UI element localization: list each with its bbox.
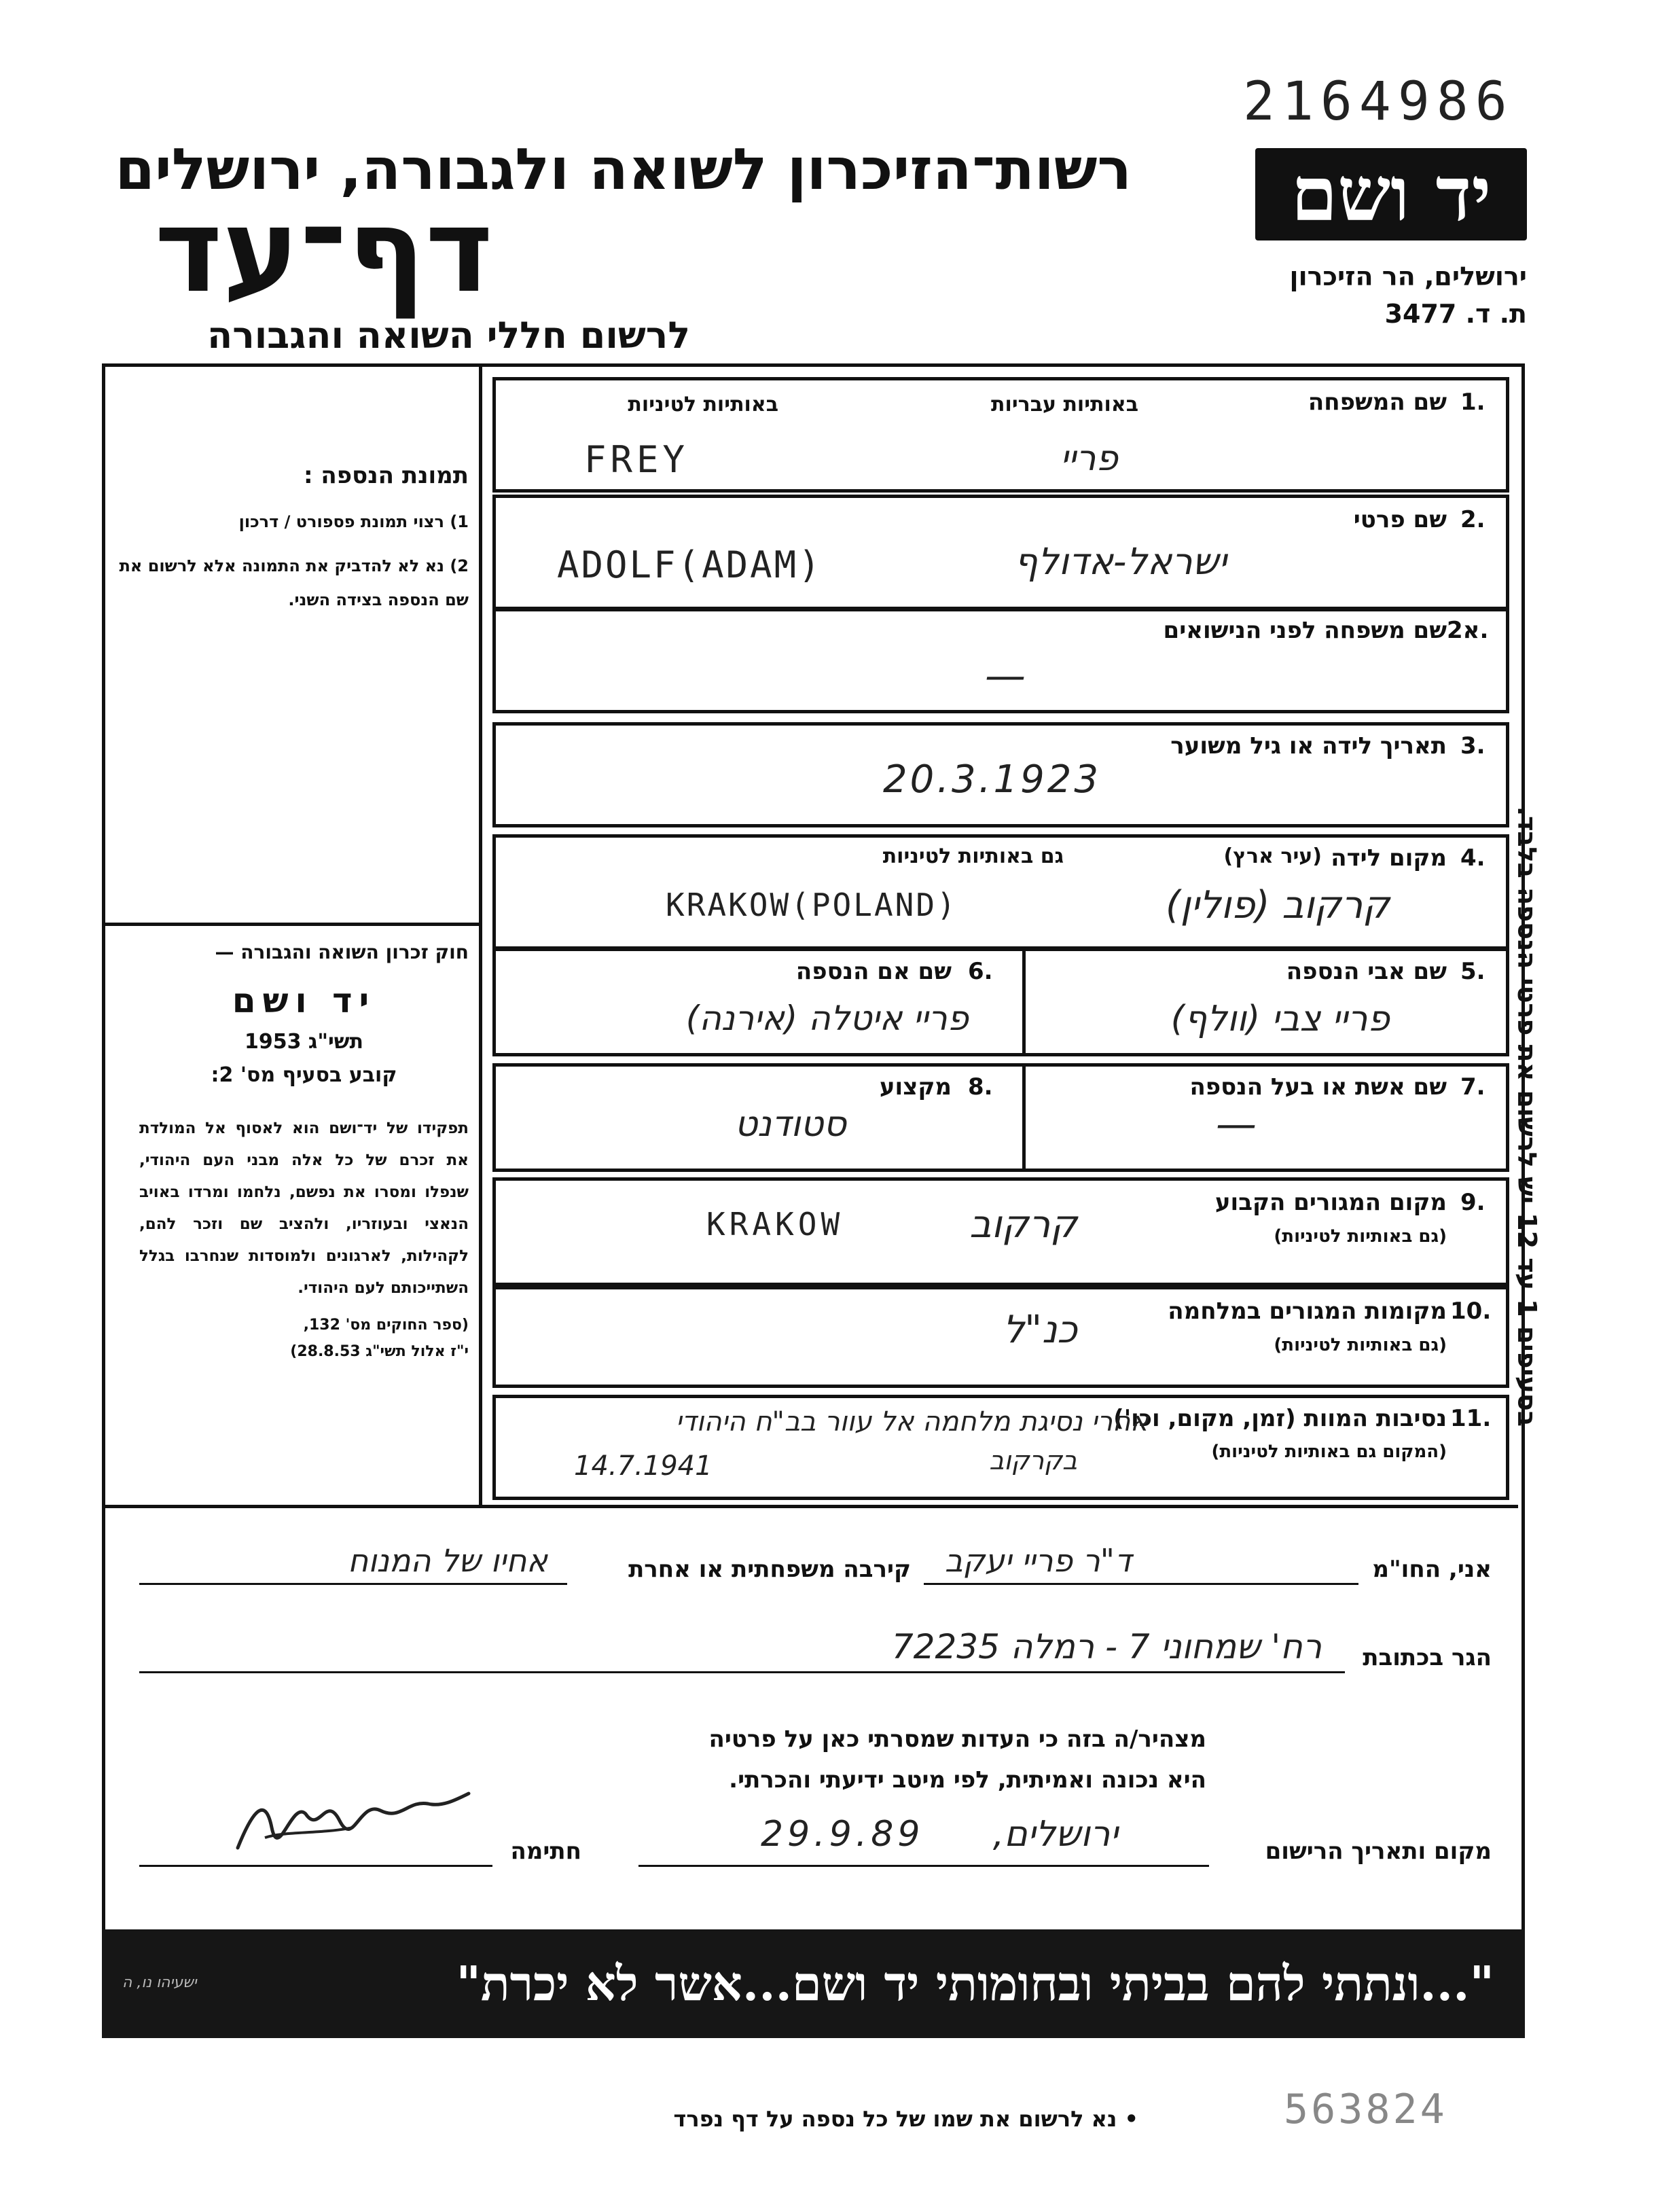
photo-box-title: תמונת הנספה : bbox=[304, 462, 469, 489]
footer-note: • נא לרשום את שמו של כל נספה על דף נפרד bbox=[673, 2106, 1138, 2132]
photo-note-1: 1) רצוי תמונת פספורט / דרכון bbox=[238, 512, 469, 531]
left-column-divider bbox=[479, 367, 482, 1508]
law-body: תפקידו של יד־ושם הוא לאסוף אל המולדת את זכרם של כל אלה מבני העם היהודי, שנפלו ומסרו את נפשם, נלחמו ומרדו באויב הנאצי ובעוזריו, ולהציב שם וזכר להם, לקהילות, לארגונים ולמוסדות שנחרבו בגלל השתייכותם לעם היהודי. bbox=[139, 1120, 469, 1297]
field-2a-label: שם משפחה לפני הנישואים bbox=[1163, 617, 1447, 644]
field-10-label: מקומות המגורים במלחמה bbox=[1168, 1298, 1447, 1325]
side-note: בסעיפים 1 עד 12 יש לרשום את פרטי הנספה בלבד. bbox=[1512, 806, 1542, 1427]
field-2a-value[interactable]: — bbox=[985, 652, 1026, 700]
law-clause: קובע בסעיף מס' 2: bbox=[211, 1063, 397, 1087]
law-title: חוק זכרון השואה והגבורה — bbox=[215, 941, 469, 963]
field-9-value-latin[interactable]: KRAKOW bbox=[706, 1206, 844, 1243]
yad-vashem-logo bbox=[1255, 148, 1527, 240]
field-11-value-line-2[interactable]: בקרקוב bbox=[989, 1446, 1077, 1476]
form-title: דף־עד bbox=[154, 184, 493, 319]
field-5-6-divider bbox=[1022, 948, 1026, 1053]
field-4-value-hebrew[interactable]: קרקוב (פולין) bbox=[1165, 883, 1390, 927]
law-year: תשי"ג 1953 bbox=[244, 1030, 364, 1054]
field-2-label: שם פרטי bbox=[1353, 506, 1447, 533]
field-5-number: 5. bbox=[1460, 958, 1485, 985]
field-11-value-date[interactable]: 14.7.1941 bbox=[574, 1450, 713, 1482]
banner-quote: "...ונתתי להם בביתי ובחומותי יד ושם...אשר לא יכרת" bbox=[456, 1955, 1494, 2012]
place-date-label: מקום ותאריך הרישום bbox=[1265, 1838, 1492, 1865]
field-7-number: 7. bbox=[1460, 1073, 1485, 1101]
place-value[interactable]: ירושלים, bbox=[992, 1814, 1118, 1855]
field-11-number: 11. bbox=[1450, 1405, 1492, 1432]
field-10-number: 10. bbox=[1450, 1298, 1492, 1325]
field-1-value-latin[interactable]: FREY bbox=[584, 438, 689, 481]
witness-relation-label: קירבה משפחתית או אחרת bbox=[628, 1556, 911, 1583]
field-10-sub: (גם באותיות לטיניות) bbox=[1274, 1335, 1447, 1355]
witness-address-label: הגר בכתובת bbox=[1363, 1644, 1492, 1671]
signature-label: חתימה bbox=[510, 1838, 581, 1865]
form-subtitle: לרשום חללי השואה והגבורה bbox=[207, 314, 690, 357]
field-10-value[interactable]: כנ"ל bbox=[1003, 1308, 1077, 1352]
field-4-value-latin[interactable]: KRAKOW(POLAND) bbox=[666, 887, 958, 923]
law-box bbox=[139, 941, 469, 1360]
field-9-label: מקום המגורים הקבוע bbox=[1214, 1189, 1447, 1216]
logo-text: יד ושם bbox=[1291, 150, 1492, 238]
field-1-number: 1. bbox=[1460, 389, 1485, 416]
declaration-line-1: מצהיר/ה בזה כי העדות שמסרתי כאן על פרטיה bbox=[708, 1726, 1206, 1753]
field-2-value-latin[interactable]: ADOLF(ADAM) bbox=[557, 543, 823, 586]
field-11-value-line-1[interactable]: אחרי נסיגת מלחמה אל עוור בב"ח היהודי bbox=[675, 1406, 1149, 1438]
field-6-number: 6. bbox=[968, 958, 993, 985]
field-11-sub: (המקום גם באותיות לטיניות) bbox=[1211, 1442, 1447, 1462]
field-8-label: מקצוע bbox=[879, 1073, 952, 1101]
fields-bottom-rule bbox=[105, 1505, 1518, 1508]
field-9-value-hebrew[interactable]: קרקוב bbox=[969, 1202, 1077, 1247]
declaration-line-2: היא נכונה ואמיתית, לפי מיטב ידיעתי והכרתי. bbox=[729, 1766, 1206, 1794]
field-4-paren: (עיר ארץ) bbox=[1223, 844, 1322, 868]
photo-box bbox=[115, 462, 469, 617]
witness-i-line bbox=[924, 1583, 1358, 1585]
field-9-number: 9. bbox=[1460, 1189, 1485, 1216]
witness-relation-value[interactable]: אחיו של המנוח bbox=[348, 1542, 547, 1579]
field-7-value[interactable]: — bbox=[1216, 1101, 1257, 1148]
date-value[interactable]: 29.9.89 bbox=[761, 1814, 924, 1855]
field-3-number: 3. bbox=[1460, 732, 1485, 760]
field-1-value-hebrew[interactable]: פריי bbox=[1060, 438, 1118, 479]
document-number: 2164986 bbox=[1243, 71, 1514, 132]
field-2-value-hebrew[interactable]: ישראל-אדולף bbox=[1014, 540, 1227, 583]
photo-note-2: 2) נא לא להדביק את התמונה אלא לרשום את שם הנספה בצידה השני. bbox=[119, 556, 469, 609]
law-reference-1: (ספר החוקים מס' 132, bbox=[303, 1317, 469, 1334]
field-2-number: 2. bbox=[1460, 506, 1485, 533]
field-1-latin-column: באותיות לטיניות bbox=[628, 393, 778, 416]
field-7-label: שם אשת או בעל הנספה bbox=[1189, 1073, 1447, 1101]
field-6-value[interactable]: פריי איטלה (אירנה) bbox=[685, 999, 969, 1038]
field-9-sub: (גם באותיות לטיניות) bbox=[1274, 1226, 1447, 1247]
field-8-number: 8. bbox=[968, 1073, 993, 1101]
field-1-hebrew-column: באותיות עבריות bbox=[991, 393, 1138, 416]
organization-title: רשות־הזיכרון לשואה ולגבורה, ירושלים bbox=[115, 136, 1132, 202]
banner-source: ישעיהו נו, ה bbox=[122, 1974, 197, 1991]
left-column-split bbox=[105, 923, 479, 926]
archive-stamp: 563824 bbox=[1284, 2086, 1447, 2133]
signature-scribble bbox=[224, 1773, 482, 1868]
address-line-2: ת. ד. 3477 bbox=[1384, 299, 1527, 329]
witness-i-label: אני, החו"מ bbox=[1372, 1556, 1492, 1583]
law-name: יד ושם bbox=[232, 981, 376, 1020]
law-reference-2: י"ז אלול תשי"ג 28.8.53) bbox=[290, 1343, 469, 1360]
quote-banner bbox=[102, 1929, 1525, 2038]
place-date-line bbox=[638, 1865, 1209, 1867]
field-3-label: תאריך לידה או גיל משוער bbox=[1170, 732, 1447, 760]
field-7-8-divider bbox=[1022, 1063, 1026, 1169]
witness-i-value[interactable]: ד"ר פריי יעקב bbox=[944, 1542, 1132, 1579]
field-6-label: שם אם הנספה bbox=[795, 958, 952, 985]
witness-relation-line bbox=[139, 1583, 567, 1585]
field-8-value[interactable]: סטודנט bbox=[734, 1104, 846, 1145]
witness-address-value[interactable]: רח' שמחוני 7 - רמלה 72235 bbox=[891, 1627, 1322, 1666]
field-5-label: שם אבי הנספה bbox=[1286, 958, 1447, 985]
field-4-latin-column: גם באותיות לטיניות bbox=[882, 844, 1064, 868]
field-2a-number: 2א. bbox=[1447, 617, 1489, 644]
field-4-number: 4. bbox=[1460, 844, 1485, 872]
field-5-value[interactable]: פריי צבי (וולף) bbox=[1170, 999, 1390, 1039]
address-line-1: ירושלים, הר הזיכרון bbox=[1289, 262, 1527, 291]
field-11-label: נסיבות המוות (זמן, מקום, וכו') bbox=[1113, 1405, 1447, 1432]
witness-address-line bbox=[139, 1671, 1345, 1673]
field-4-label: מקום לידה bbox=[1331, 844, 1447, 872]
field-1-label: שם המשפחה bbox=[1308, 389, 1447, 416]
field-3-value[interactable]: 20.3.1923 bbox=[883, 757, 1102, 802]
